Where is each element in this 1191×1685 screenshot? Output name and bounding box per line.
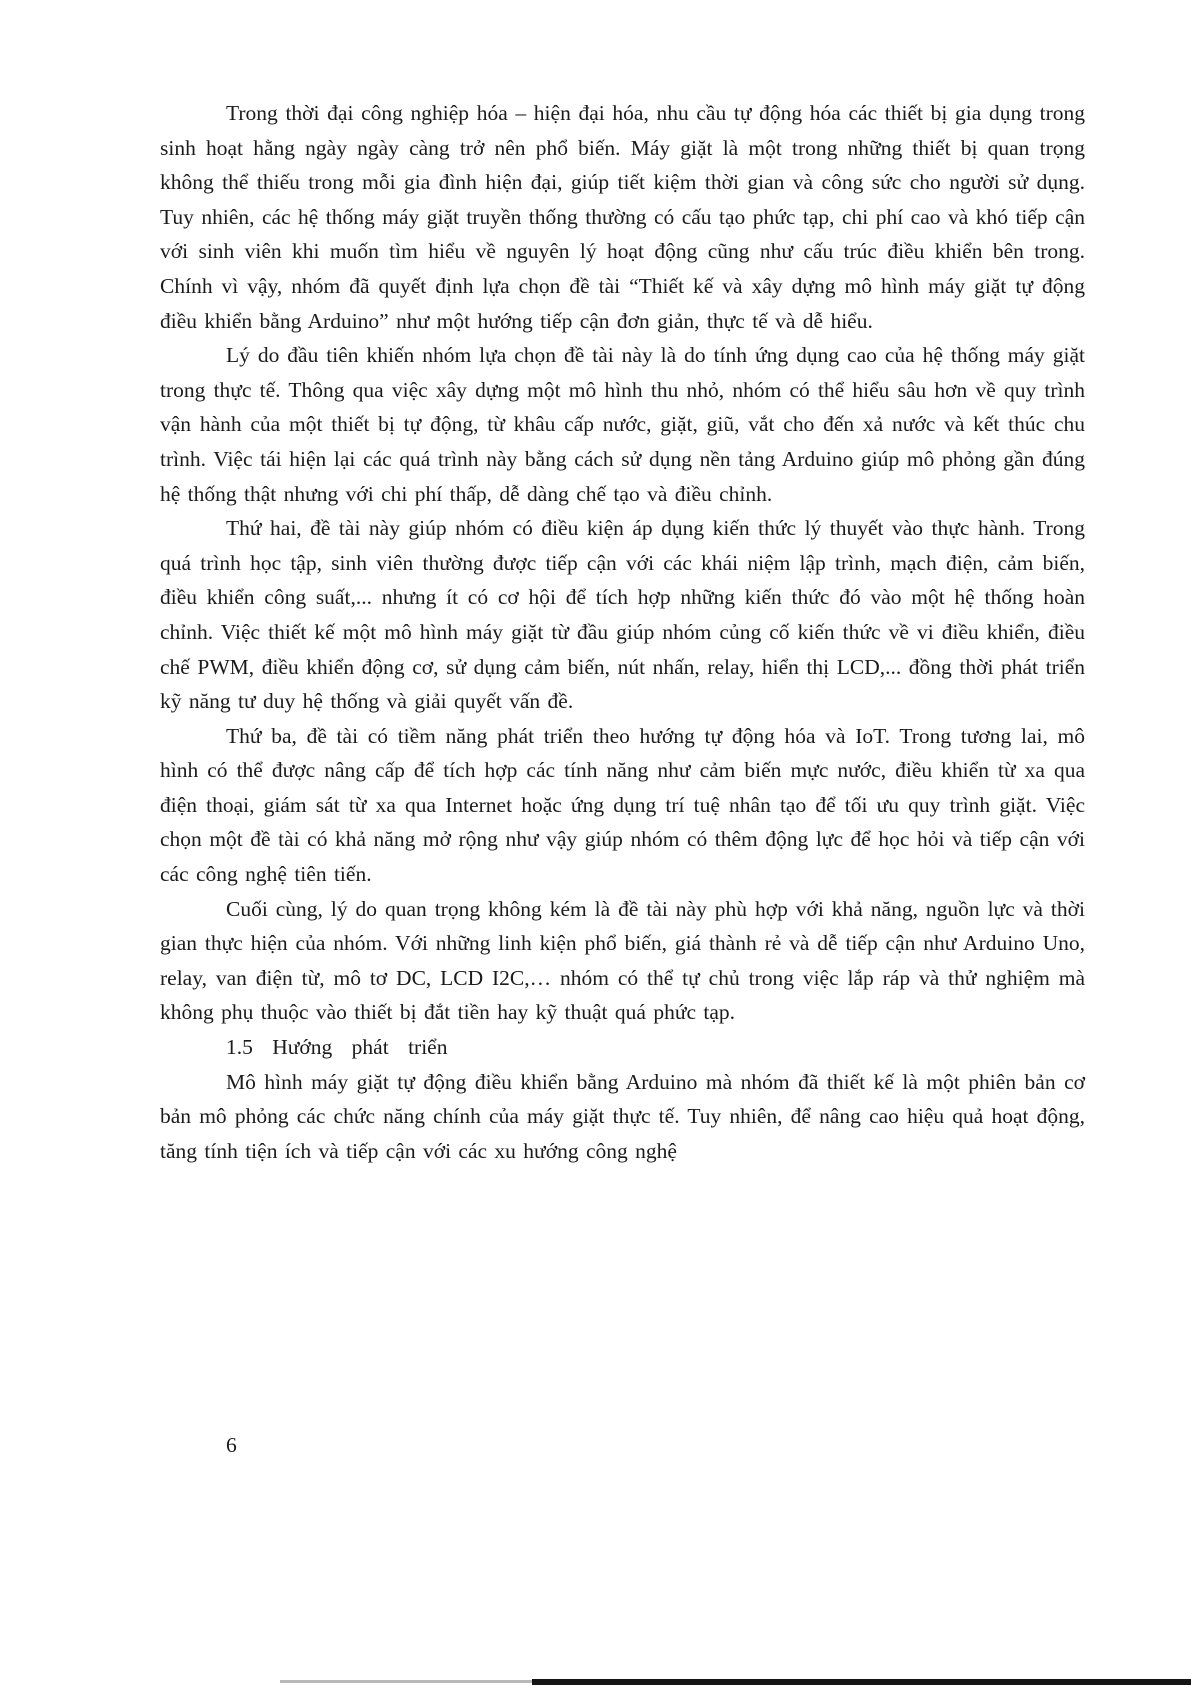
paragraph-reason-3: Thứ ba, đề tài có tiềm năng phát triển theo hướng tự động hóa và IoT. Trong tương lai, mô hình có thể được nâng cấp để tích hợp các tính năng như cảm biến mực nước, điều khiển từ xa qua điện thoại, giám sát từ xa qua Internet hoặc ứng dụng trí tuệ nhân tạo để tối ưu quy trình giặt. Việc chọn một đề tài có khả năng mở rộng như vậy giúp nhóm có thêm động lực để học hỏi và tiếp cận với các công nghệ tiên tiến. [160, 723, 1085, 887]
bottom-divider-dark [532, 1679, 1191, 1685]
paragraph-reason-2: Thứ hai, đề tài này giúp nhóm có điều kiện áp dụng kiến thức lý thuyết vào thực hành. Trong quá trình học tập, sinh viên thường được tiếp cận với các khái niệm lập trình, mạch điện, cảm biến, điều khiển công suất,... nhưng ít có cơ hội để tích hợp những kiến thức đó vào một hệ thống hoàn chỉnh. Việc thiết kế một mô hình máy giặt từ đầu giúp nhóm củng cố kiến thức về vi điều khiển, điều chế PWM, điều khiển động cơ, sử dụng cảm biến, nút nhấn, relay, hiển thị LCD,... đồng thời phát triển kỹ năng tư duy hệ thống và giải quyết vấn đề. [160, 516, 1085, 714]
bottom-divider-light [280, 1680, 532, 1683]
section-heading-1-5: 1.5 Hướng phát triển [226, 1035, 448, 1060]
paragraph-development: Mô hình máy giặt tự động điều khiển bằng Arduino mà nhóm đã thiết kế là một phiên bản cơ bản mô phỏng các chức năng chính của máy giặt thực tế. Tuy nhiên, để nâng cao hiệu quả hoạt động, tăng tính tiện ích và tiếp cận với các xu hướng công nghệ [160, 1069, 1085, 1163]
paragraph-reason-4: Cuối cùng, lý do quan trọng không kém là đề tài này phù hợp với khả năng, nguồn lực và thời gian thực hiện của nhóm. Với những linh kiện phổ biến, giá thành rẻ và dễ tiếp cận như Arduino Uno, relay, van điện từ, mô tơ DC, LCD I2C,… nhóm có thể tự chủ trong việc lắp ráp và thử nghiệm mà không phụ thuộc vào thiết bị đắt tiền hay kỹ thuật quá phức tạp. [160, 896, 1085, 1025]
page-number: 6 [226, 1433, 237, 1457]
paragraph-intro: Trong thời đại công nghiệp hóa – hiện đại hóa, nhu cầu tự động hóa các thiết bị gia dụng trong sinh hoạt hằng ngày ngày càng trở nên phổ biến. Máy giặt là một trong những thiết bị quan trọng không thể thiếu trong mỗi gia đình hiện đại, giúp tiết kiệm thời gian và công sức cho người sử dụng. Tuy nhiên, các hệ thống máy giặt truyền thống thường có cấu tạo phức tạp, chi phí cao và khó tiếp cận với sinh viên khi muốn tìm hiểu về nguyên lý hoạt động cũng như cấu trúc điều khiển bên trong. Chính vì vậy, nhóm đã quyết định lựa chọn đề tài “Thiết kế và xây dựng mô hình máy giặt tự động điều khiển bằng Arduino” như một hướng tiếp cận đơn giản, thực tế và dễ hiểu. [160, 101, 1085, 333]
paragraph-reason-1: Lý do đầu tiên khiến nhóm lựa chọn đề tài này là do tính ứng dụng cao của hệ thống máy giặt trong thực tế. Thông qua việc xây dựng một mô hình thu nhỏ, nhóm có thể hiểu sâu hơn về quy trình vận hành của một thiết bị tự động, từ khâu cấp nước, giặt, giũ, vắt cho đến xả nước và kết thúc chu trình. Việc tái hiện lại các quá trình này bằng cách sử dụng nền tảng Arduino giúp mô phỏng gần đúng hệ thống thật nhưng với chi phí thấp, dễ dàng chế tạo và điều chỉnh. [160, 343, 1085, 506]
